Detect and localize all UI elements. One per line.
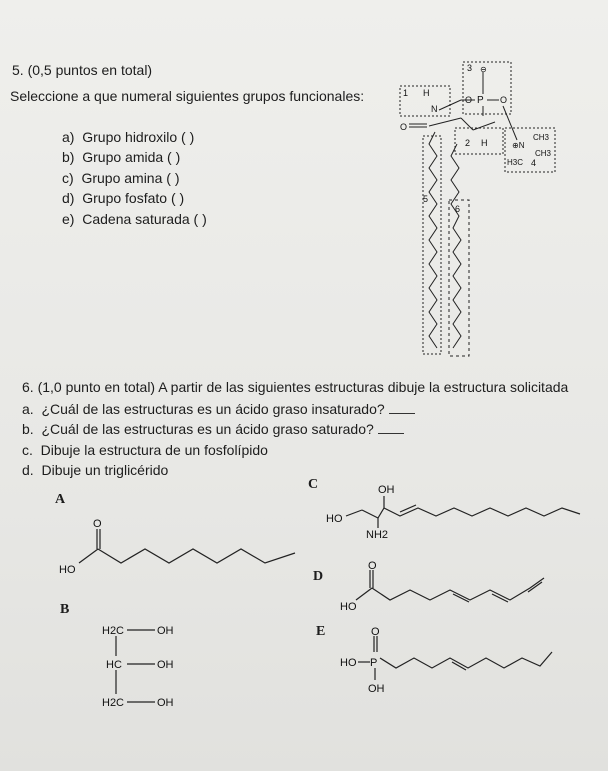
methyl-2: CH3 [535, 149, 552, 158]
hydroxyl-label: HO [340, 657, 357, 669]
phosphorus: P [477, 95, 484, 106]
item-d [22, 462, 168, 478]
structure-label-a: A [55, 492, 66, 507]
hydroxyl-3: OH [157, 697, 174, 709]
option-a [62, 129, 194, 145]
double-bond [400, 505, 416, 512]
alkyl-chain [380, 652, 552, 668]
structure-c [322, 480, 584, 545]
option-letter: c) [62, 170, 74, 186]
structure-e [338, 622, 558, 700]
hydroxyl-bond [356, 588, 372, 600]
item-text: Dibuje la estructura de un fosfolípido [40, 442, 268, 458]
option-letter: d) [62, 190, 75, 206]
methyl-3: H3C [507, 158, 524, 167]
item-a [22, 401, 415, 417]
option-b [62, 149, 180, 165]
quaternary-nitrogen: ⊕N [512, 141, 525, 150]
item-letter: d. [22, 462, 34, 478]
item-letter: c. [22, 442, 33, 458]
carbonyl-oxygen: O [93, 518, 102, 530]
option-text: Cadena saturada ( ) [82, 211, 207, 227]
option-letter: e) [62, 211, 75, 227]
carbon-3: H2C [102, 697, 125, 709]
structure-label-c: C [308, 477, 319, 492]
item-text: ¿Cuál de las estructuras es un ácido graso insaturado? [41, 401, 385, 417]
hydroxyl-label: HO [340, 601, 357, 613]
phosphorus: P [370, 657, 378, 669]
answer-blank[interactable] [389, 403, 415, 414]
bond [378, 508, 384, 518]
oxygen-left: O [465, 95, 473, 105]
phospholipid-figure [395, 60, 565, 360]
option-d [62, 190, 184, 206]
alkyl-chain [384, 508, 580, 516]
oxygen-carbonyl: O [400, 122, 408, 132]
answer-blank[interactable] [378, 423, 404, 434]
alkyl-chain [98, 549, 295, 563]
bond [346, 510, 362, 516]
bond [362, 510, 378, 518]
double-bond [528, 582, 542, 592]
label-2: 2 [465, 138, 471, 148]
structure-label-b: B [60, 602, 70, 617]
hydrogen-1: H [423, 88, 430, 98]
hydroxyl-label-2: OH [368, 683, 385, 695]
structure-a [55, 515, 305, 585]
option-letter: a) [62, 129, 75, 145]
option-e [62, 211, 207, 227]
unsaturated-chain [451, 144, 461, 348]
bond [429, 118, 461, 126]
item-text: ¿Cuál de las estructuras es un ácido graso saturado? [41, 421, 374, 437]
structure-label-d: D [313, 569, 324, 584]
item-b [22, 421, 404, 437]
label-5: 5 [423, 194, 429, 204]
phosphoryl-oxygen: O [371, 626, 380, 638]
option-c [62, 170, 180, 186]
option-text: Grupo amina ( ) [81, 170, 180, 186]
phosphate-charge: ⊖ [480, 65, 487, 74]
option-text: Grupo hidroxilo ( ) [82, 129, 195, 145]
box-2 [455, 128, 503, 154]
option-letter: b) [62, 149, 75, 165]
saturated-chain [429, 132, 437, 348]
label-6: 6 [455, 204, 461, 214]
hydroxyl-label: OH [378, 484, 395, 496]
question-5-title: 5. (0,5 puntos en total) [12, 62, 153, 78]
structure-d [338, 560, 553, 615]
methyl-1: CH3 [533, 133, 550, 142]
oxygen-right: O [500, 95, 508, 105]
question-6-title: 6. (1,0 punto en total) A partir de las siguientes estructuras dibuje la estructura solicitada [22, 379, 569, 395]
hydroxyl-label-2: HO [326, 513, 343, 525]
nitrogen-amide: N [431, 104, 438, 114]
hydroxyl-label: HO [59, 564, 76, 576]
label-3: 3 [467, 63, 473, 73]
structure-b [100, 618, 210, 718]
carbonyl-oxygen: O [368, 560, 377, 572]
carbon-2: HC [106, 659, 122, 671]
option-text: Grupo fosfato ( ) [82, 190, 185, 206]
structure-label-e: E [316, 624, 326, 639]
option-text: Grupo amida ( ) [82, 149, 181, 165]
hydroxyl-2: OH [157, 659, 174, 671]
item-letter: b. [22, 421, 34, 437]
item-text: Dibuje un triglicérido [41, 462, 169, 478]
bond [473, 122, 495, 130]
hydroxyl-1: OH [157, 625, 174, 637]
item-letter: a. [22, 401, 34, 417]
label-4: 4 [531, 158, 537, 168]
amine-label: NH2 [366, 529, 389, 541]
carbon-1: H2C [102, 625, 125, 637]
item-c [22, 442, 268, 458]
hydroxyl-bond [79, 549, 98, 563]
label-1: 1 [403, 88, 409, 98]
question-5-prompt: Seleccione a que numeral siguientes grupos funcionales: [10, 88, 365, 104]
hydrogen-2: H [481, 138, 488, 148]
